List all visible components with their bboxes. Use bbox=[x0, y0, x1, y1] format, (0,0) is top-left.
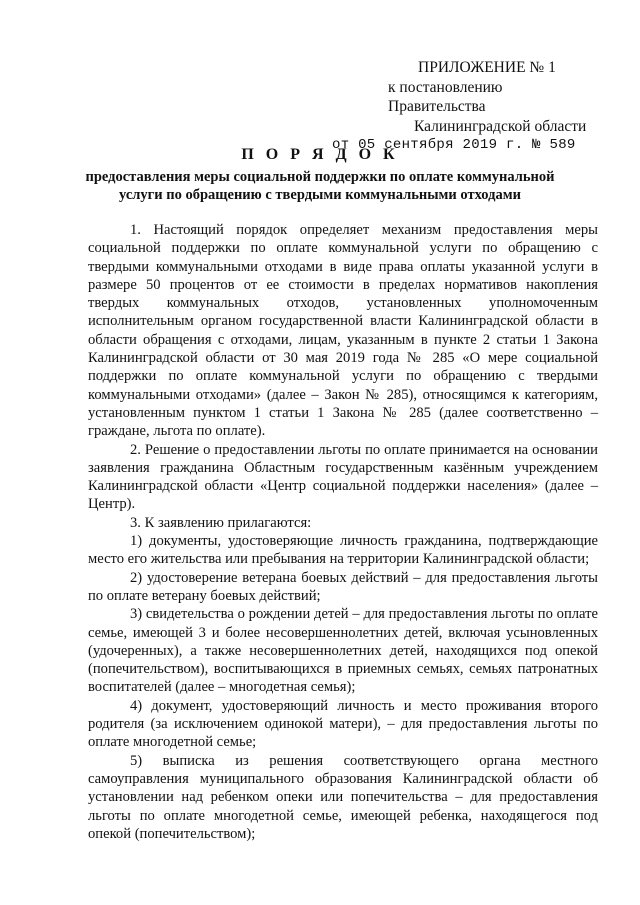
appendix-date: от 05 сентября 2019 г. № 589 bbox=[332, 137, 576, 153]
paragraph-2: 2. Решение о предоставлении льготы по оплате принимается на основании заявления гражданина Областным государственным казённым учреждением Калининградской области «Центр социальной поддержки населения» (далее – Центр). bbox=[88, 441, 598, 513]
appendix-title: ПРИЛОЖЕНИЕ № 1 bbox=[418, 59, 556, 76]
paragraph-1: 1. Настоящий порядок определяет механизм предоставления меры социальной поддержки по оплате коммунальной услуги по обращению с твердыми коммунальными отходами в виде права оплаты указанной услуги в размере 50 процентов от ее стоимости в пределах нормативов накопления твердых коммунальных отходов, установленных уполномоченным исполнительным органом государственной власти Калининградской области в области обращения с отходами, лицам, указанным в пункте 2 статьи 1 Закона Калининградской области от 30 мая 2019 года № 285 «О мере социальной поддержки по оплате коммунальной услуги по обращению с твердыми коммунальными отходами» (далее – Закон № 285), относящимся к категориям, установленным пунктом 1 статьи 1 Закона № 285 (далее соответственно – граждане, льгота по оплате). bbox=[88, 222, 598, 440]
paragraph-3: 3. К заявлению прилагаются: bbox=[130, 514, 312, 531]
document-body bbox=[88, 221, 598, 843]
appendix-block bbox=[332, 58, 600, 156]
appendix-decree-line: к постановлению Правительства bbox=[388, 78, 503, 115]
document-title: П О Р Я Д О К bbox=[241, 146, 399, 163]
appendix-region-line: Калининградской области bbox=[414, 117, 587, 135]
list-item-1: 1) документы, удостоверяющие личность гражданина, подтверждающие место его жительства или пребывания на территории Калининградской области; bbox=[88, 533, 598, 568]
document-subtitle: предоставления меры социальной поддержки по оплате коммунальной услуги по обращению с твердыми коммунальными отходами bbox=[85, 169, 555, 203]
list-item-3: 3) свидетельства о рождении детей – для предоставления льготы по оплате семье, имеющей 3 и более несовершеннолетних детей, включая усыновленных (удочеренных), а также несовершеннолетних детей, находящихся под опекой (попечительством), воспитывающихся в приемных семьях, семьях патронатных воспитателей (далее – многодетная семья); bbox=[88, 606, 598, 696]
list-item-4: 4) документ, удостоверяющий личность и место проживания второго родителя (за исключением одинокой матери), – для предоставления льготы по оплате многодетной семье; bbox=[88, 697, 598, 751]
list-item-2: 2) удостоверение ветерана боевых действий – для предоставления льготы по оплате ветерану боевых действий; bbox=[88, 569, 598, 604]
list-item-5: 5) выписка из решения соответствующего органа местного самоуправления муниципального образования Калининградской области об установлении над ребенком опеки или попечительства – для предоставления льготы по оплате многодетной семье, имеющей ребенка, находящегося под опекой (попечительством); bbox=[88, 752, 598, 842]
